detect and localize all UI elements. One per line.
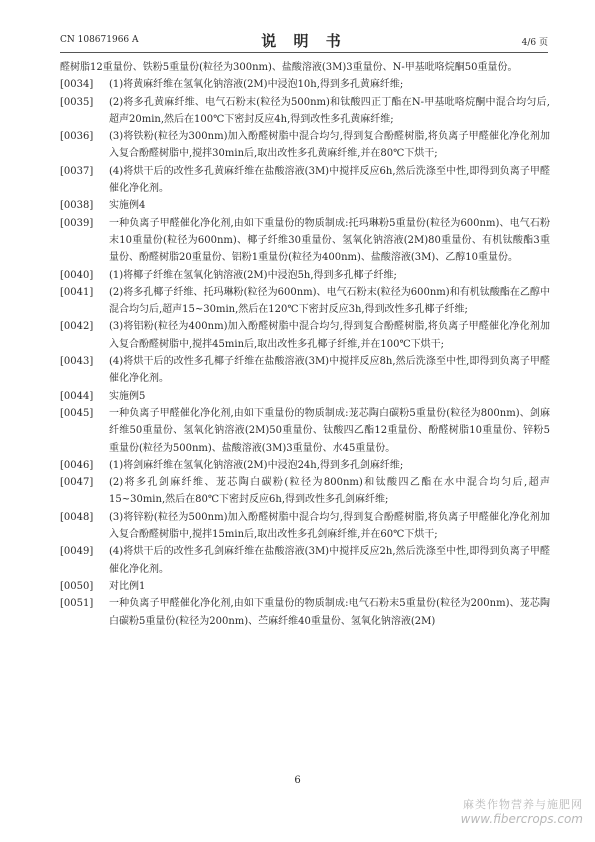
paragraph-number: [0039]: [60, 217, 94, 229]
paragraph-number: [0034]: [60, 79, 94, 91]
paragraph-number: [0044]: [60, 390, 94, 402]
paragraph-text: (4)将烘干后的改性多孔椰子纤维在盐酸溶液(3M)中搅拌反应8h,然后洗涤至中性,即得到负离子甲醛催化净化剂。: [109, 356, 550, 385]
paragraph-text: (1)将剑麻纤维在氢氧化钠溶液(2M)中浸泡24h,得到多孔剑麻纤维;: [109, 459, 404, 471]
paragraph-number: [0042]: [60, 321, 94, 333]
paragraph-text: (1)将椰子纤维在氢氧化钠溶液(2M)中浸泡5h,得到多孔椰子纤维;: [109, 269, 397, 281]
paragraph: [60, 388, 550, 405]
paragraph-text: 实施例4: [109, 200, 146, 212]
paragraph-number: [0046]: [60, 459, 94, 471]
paragraph: [60, 267, 550, 284]
paragraph-text: (1)将黄麻纤维在氢氧化钠溶液(2M)中浸泡10h,得到多孔黄麻纤维;: [109, 79, 404, 91]
page-number: 6: [294, 775, 301, 786]
patent-number: CN 108671966 A: [60, 35, 139, 45]
paragraph-text: 对比例1: [109, 580, 146, 592]
paragraph-text: (3)将铝粉(粒径为400nm)加入酚醛树脂中混合均匀,得到复合酚醛树脂,将负离子甲醛催化净化剂加入复合酚醛树脂中,搅拌45min后,取出改性多孔椰子纤维,并在100℃下烘干;: [109, 321, 550, 350]
lead-text: 醛树脂12重量份、铁粉5重量份(粒径为300nm)、盐酸溶液(3M)3重量份、N-甲基吡咯烷酮50重量份。: [60, 62, 518, 73]
paragraph: [60, 474, 550, 509]
paragraph: [60, 76, 550, 93]
paragraph-number: [0038]: [60, 200, 94, 212]
paragraph-text: (2)将多孔椰子纤维、托玛琳粉(粒径为600nm)、电气石粉末(粒径为600nm)和有机钛酸酯在乙醇中混合均匀后,超声15~30min,然后在120℃下密封反应3h,得到改性多孔椰子纤维;: [109, 286, 550, 316]
paragraph-text: 实施例5: [109, 390, 146, 402]
paragraph: [60, 405, 550, 457]
paragraph-text: (2)将多孔剑麻纤维、茏芯陶白碳粉(粒径为800nm)和钛酸四乙酯在水中混合均匀后,超声15~30min,然后在80℃下密封反应6h,得到改性多孔剑麻纤维;: [109, 477, 550, 506]
paragraph: [60, 457, 550, 474]
paragraph: [60, 284, 550, 319]
paragraph-number: [0045]: [60, 407, 94, 419]
paragraph-text: (4)将烘干后的改性多孔剑麻纤维在盐酸溶液(3M)中搅拌反应2h,然后洗涤至中性,即得到负离子甲醛催化净化剂。: [109, 546, 550, 575]
paragraph: [60, 595, 550, 630]
paragraph-number: [0041]: [60, 286, 94, 298]
document-title: 说 明 书: [261, 32, 347, 50]
watermark-url: www.fibercrops.com: [460, 812, 583, 826]
paragraph: [60, 94, 550, 129]
document-body: [60, 59, 550, 630]
page-info: 4/6 页: [521, 38, 548, 48]
paragraph: [60, 215, 550, 267]
paragraph-number: [0047]: [60, 477, 94, 489]
paragraph: [60, 163, 550, 198]
paragraph: [60, 128, 550, 163]
paragraph-text: 一种负离子甲醛催化净化剂,由如下重量份的物质制成:电气石粉末5重量份(粒径为200nm)、茏芯陶白碳粉5重量份(粒径为200nm)、苎麻纤维40重量份、氢氧化钠溶液(2M): [109, 598, 550, 627]
paragraph-number: [0051]: [60, 598, 94, 610]
paragraph-number: [0035]: [60, 96, 94, 108]
watermark-site-name: 麻类作物营养与施肥网: [463, 798, 583, 811]
paragraph: [60, 509, 550, 544]
paragraph-text: (3)将铁粉(粒径为300nm)加入酚醛树脂中混合均匀,得到复合酚醛树脂,将负离子甲醛催化净化剂加入复合酚醛树脂中,搅拌30min后,取出改性多孔黄麻纤维,并在80℃下烘干;: [109, 131, 550, 160]
paragraph-number: [0043]: [60, 356, 94, 368]
paragraph-number: [0050]: [60, 580, 94, 592]
paragraph-number: [0048]: [60, 511, 94, 523]
paragraph-number: [0037]: [60, 165, 94, 177]
paragraph: [60, 543, 550, 578]
paragraph-number: [0036]: [60, 131, 94, 143]
lead-paragraph: [60, 59, 550, 76]
paragraph-list: [60, 76, 550, 630]
paragraph-number: [0040]: [60, 269, 94, 281]
paragraph-text: (3)将锌粉(粒径为500nm)加入酚醛树脂中混合均匀,得到复合酚醛树脂,将负离子甲醛催化净化剂加入复合酚醛树脂中,搅拌15min后,取出改性多孔剑麻纤维,并在60℃下烘干;: [109, 511, 550, 541]
paragraph-text: (2)将多孔黄麻纤维、电气石粉末(粒径为500nm)和钛酸四正丁酯在N-甲基吡咯烷酮中混合均匀后,超声20min,然后在100℃下密封反应4h,得到改性多孔黄麻纤维;: [109, 96, 550, 125]
paragraph: [60, 578, 550, 595]
watermark: [461, 796, 583, 826]
paragraph-number: [0049]: [60, 546, 94, 558]
paragraph: [60, 197, 550, 214]
paragraph-text: (4)将烘干后的改性多孔黄麻纤维在盐酸溶液(3M)中搅拌反应6h,然后洗涤至中性,即得到负离子甲醛催化净化剂。: [109, 165, 550, 195]
page-header: [60, 26, 548, 53]
paragraph: [60, 318, 550, 353]
paragraph-text: 一种负离子甲醛催化净化剂,由如下重量份的物质制成:托玛琳粉5重量份(粒径为600nm)、电气石粉末10重量份(粒径为600nm)、椰子纤维30重量份、氢氧化钠溶液(2M)80重量份、有机钛酸酯3重量份、酚醛树脂20重量份、铝粉1重量份(粒径为400nm)、盐酸溶液(3M)、乙醇10重量份。: [109, 217, 550, 264]
paragraph-text: 一种负离子甲醛催化净化剂,由如下重量份的物质制成:茏芯陶白碳粉5重量份(粒径为800nm)、剑麻纤维50重量份、氢氧化钠溶液(2M)50重量份、钛酸四乙酯12重量份、酚醛树脂10重量份、锌粉5重量份(粒径为500nm)、盐酸溶液(3M)3重量份、水45重量份。: [109, 407, 550, 454]
paragraph: [60, 353, 550, 388]
